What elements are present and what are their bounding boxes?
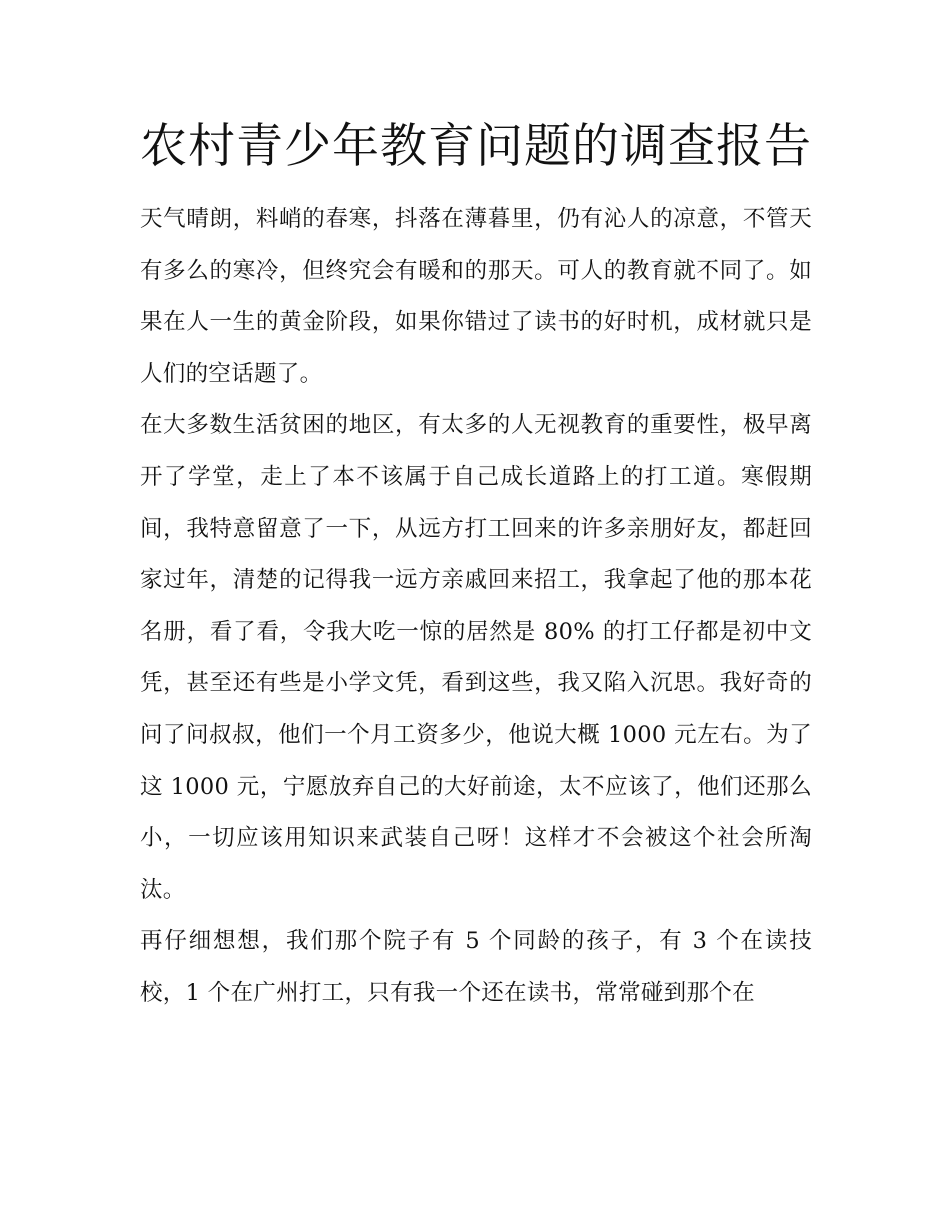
paragraph-3: 再仔细想想，我们那个院子有 5 个同龄的孩子，有 3 个在读技校，1 个在广州打工，只有我一个还在读书，常常碰到那个在	[140, 928, 812, 1006]
paragraph-1: 天气晴朗，料峭的春寒，抖落在薄暮里，仍有沁人的凉意，不管天有多么的寒冷，但终究会有暖和的那天。可人的教育就不同了。如果在人一生的黄金阶段，如果你错过了读书的好时机，成材就只是人们的空话题了。	[140, 206, 812, 387]
document-title: 农村青少年教育问题的调查报告	[140, 119, 812, 174]
document-page	[140, 110, 812, 1020]
paragraph-2: 在大多数生活贫困的地区，有太多的人无视教育的重要性，极早离开了学堂，走上了本不该属于自己成长道路上的打工道。寒假期间，我特意留意了一下，从远方打工回来的许多亲朋好友，都赶回家过年，清楚的记得我一远方亲戚回来招工，我拿起了他的那本花名册，看了看，令我大吃一惊的居然是 80% 的打工仔都是初中文凭，甚至还有些是小学文凭，看到这些，我又陷入沉思。我好奇的问了问叔叔，他们一个月工资多少，他说大概 1000 元左右。为了这 1000 元，宁愿放弃自己的大好前途，太不应该了，他们还那么小，一切应该用知识来武装自己呀！这样才不会被这个社会所淘汰。	[140, 412, 812, 903]
